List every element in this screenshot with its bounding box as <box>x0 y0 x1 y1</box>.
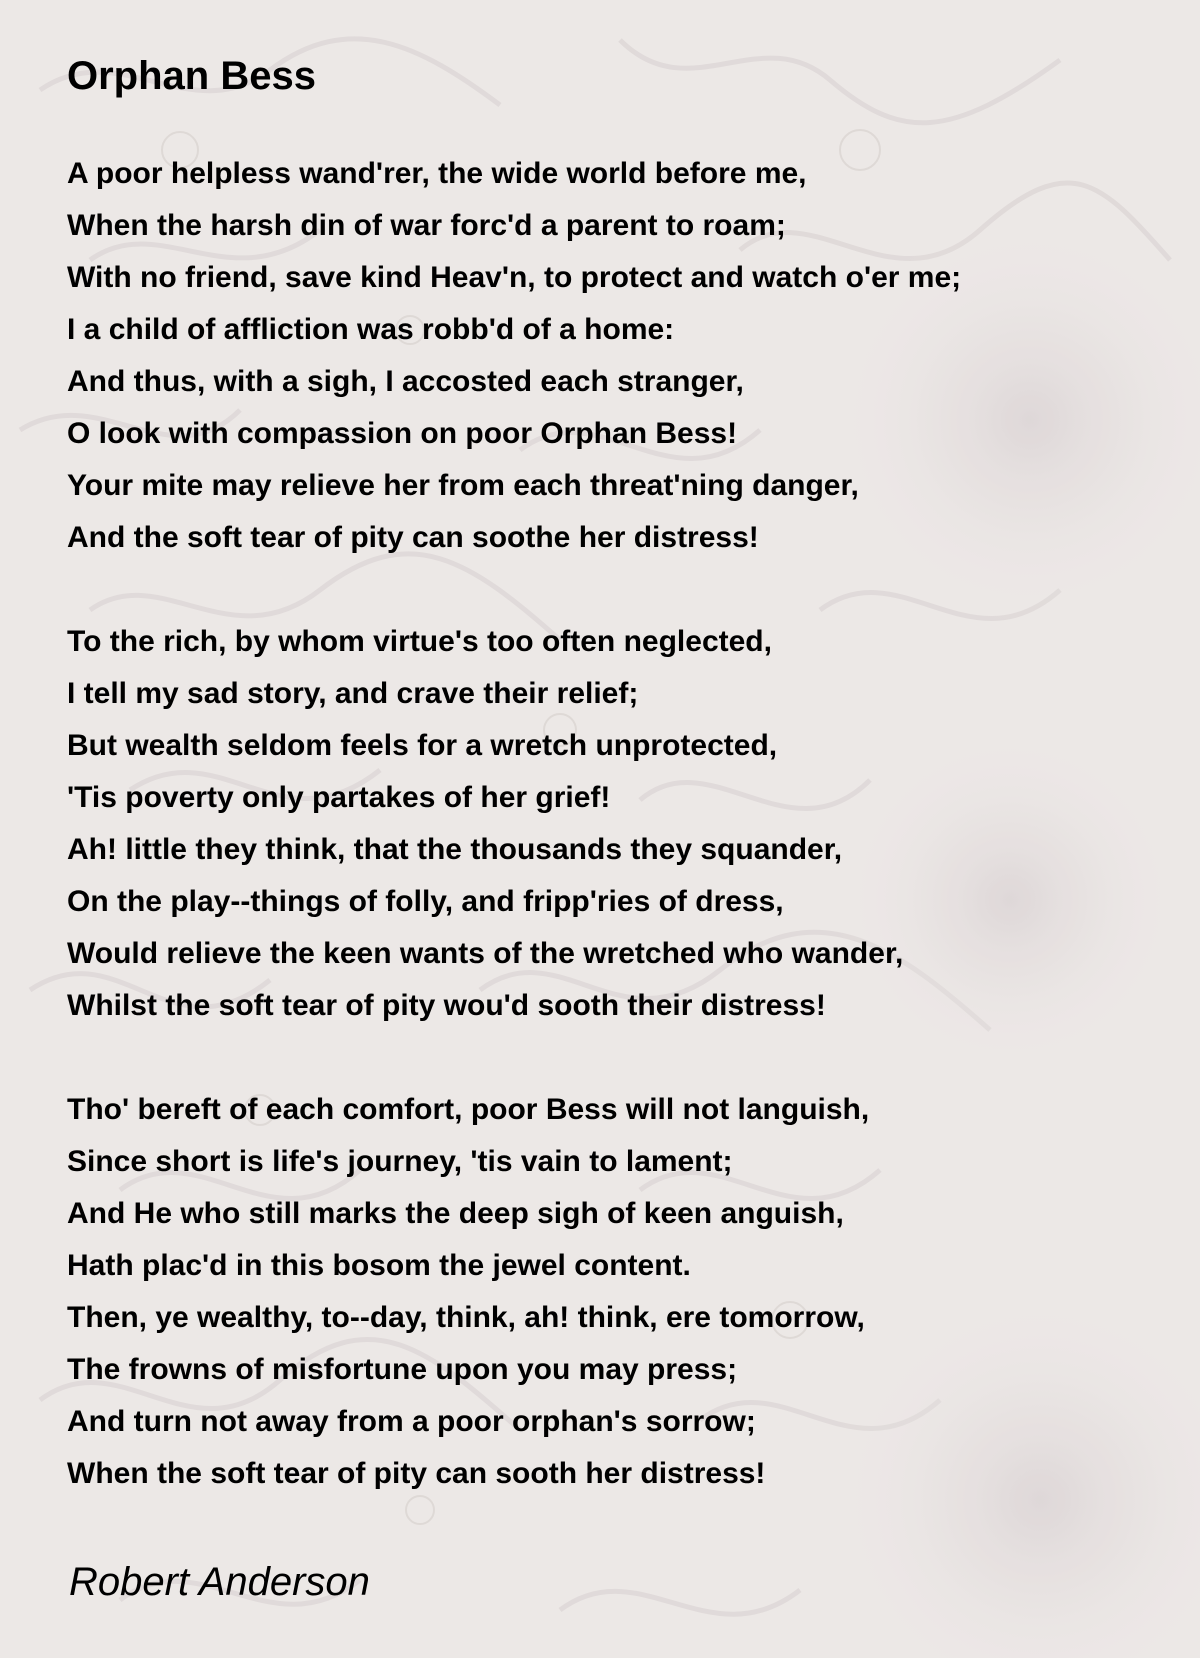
poem-author: Robert Anderson <box>69 1560 370 1604</box>
poem-line: Since short is life's journey, 'tis vain to lament; <box>67 1145 733 1178</box>
poem-line: And He who still marks the deep sigh of keen anguish, <box>67 1197 844 1230</box>
poem-line: Your mite may relieve her from each threat'ning danger, <box>67 469 859 502</box>
poem-line: I a child of affliction was robb'd of a home: <box>67 313 675 346</box>
stanza-3 <box>67 1084 869 1500</box>
stanza-2 <box>67 616 903 1032</box>
poem-line: On the play--things of folly, and fripp'ries of dress, <box>67 885 784 918</box>
poem-line: O look with compassion on poor Orphan Bess! <box>67 417 738 450</box>
poem-line: Whilst the soft tear of pity wou'd sooth their distress! <box>67 989 826 1022</box>
poem-line: And the soft tear of pity can soothe her distress! <box>67 521 759 554</box>
poem-line: I tell my sad story, and crave their relief; <box>67 677 639 710</box>
poem-line: Ah! little they think, that the thousands they squander, <box>67 833 843 866</box>
poem-line: When the harsh din of war forc'd a parent to roam; <box>67 209 786 242</box>
poem-line: 'Tis poverty only partakes of her grief! <box>67 781 611 814</box>
poem-line: With no friend, save kind Heav'n, to protect and watch o'er me; <box>67 261 962 294</box>
poem-line: Hath plac'd in this bosom the jewel content. <box>67 1249 691 1282</box>
poem-line: Tho' bereft of each comfort, poor Bess will not languish, <box>67 1093 870 1126</box>
poem-line: The frowns of misfortune upon you may press; <box>67 1353 738 1386</box>
poem-line: Then, ye wealthy, to--day, think, ah! think, ere tomorrow, <box>67 1301 865 1334</box>
poem-line: But wealth seldom feels for a wretch unprotected, <box>67 729 778 762</box>
poem-line: To the rich, by whom virtue's too often neglected, <box>67 625 772 658</box>
poem-title: Orphan Bess <box>67 54 316 98</box>
poem-line: A poor helpless wand'rer, the wide world before me, <box>67 157 807 190</box>
poem-line: And thus, with a sigh, I accosted each stranger, <box>67 365 744 398</box>
poem-line: And turn not away from a poor orphan's sorrow; <box>67 1405 756 1438</box>
stanza-1 <box>67 148 961 564</box>
poem-line: Would relieve the keen wants of the wretched who wander, <box>67 937 904 970</box>
poem-line: When the soft tear of pity can sooth her distress! <box>67 1457 766 1490</box>
